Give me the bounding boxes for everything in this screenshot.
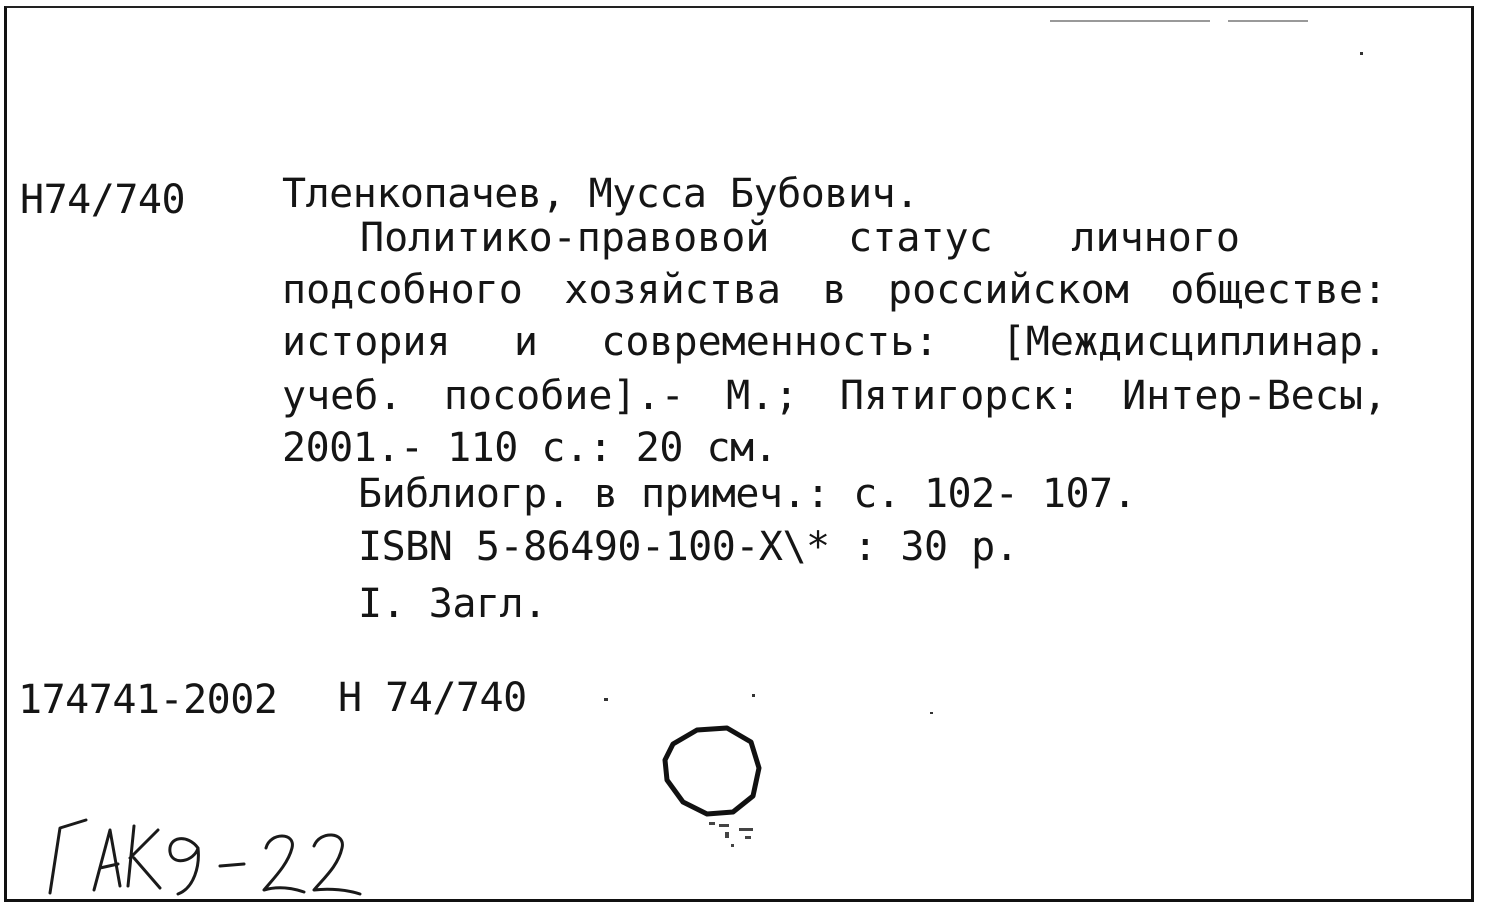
title-word: обществе:: [1170, 267, 1387, 313]
title-word: и: [513, 319, 538, 365]
title-word: Политико-правовой: [360, 215, 770, 261]
title-word: современность:: [601, 319, 939, 365]
title-word: Интер-Весы,: [1122, 373, 1387, 419]
title-word: М.;: [726, 373, 799, 419]
shelf-mark-bottom: Н 74/740: [338, 675, 527, 721]
title-word: статус: [848, 215, 993, 261]
title-line-2: [282, 267, 1387, 313]
speck-dot: [1360, 52, 1363, 55]
title-word: история: [282, 319, 451, 365]
title-word: подсобного: [282, 267, 523, 313]
title-word: личного: [1071, 215, 1240, 261]
title-word: в: [822, 267, 847, 313]
title-line-1: [360, 215, 1240, 261]
inventory-number: 174741-2002: [18, 677, 278, 723]
bibliography-note: Библиогр. в примеч.: с. 102- 107.: [358, 471, 1137, 517]
shelf-mark: Н74/740: [20, 177, 186, 223]
title-word: учеб.: [282, 373, 403, 419]
title-line-3: [282, 319, 1387, 365]
top-dash-mark-2: [1228, 20, 1308, 22]
library-stamp: [655, 722, 775, 862]
title-word: пособие].-: [443, 373, 685, 419]
isbn-line: ISBN 5-86490-100-X\* : 30 р.: [358, 524, 1019, 570]
speck-dot: [752, 694, 755, 697]
title-word: хозяйства: [564, 267, 782, 313]
title-word: российском: [887, 267, 1129, 313]
speck-dot: [604, 698, 608, 701]
title-word: Пятигорск:: [839, 373, 1081, 419]
top-dash-mark: [1050, 20, 1210, 22]
publication-line: 2001.- 110 с.: 20 см.: [282, 425, 778, 471]
handwritten-note: [38, 808, 378, 903]
speck-dot: [930, 712, 933, 714]
title-line-4: [282, 373, 1387, 419]
author-heading: Тленкопачев, Мусса Бубович.: [282, 171, 919, 217]
title-entry: I. Загл.: [358, 581, 547, 627]
title-word: [Междисциплинар.: [1001, 319, 1387, 365]
